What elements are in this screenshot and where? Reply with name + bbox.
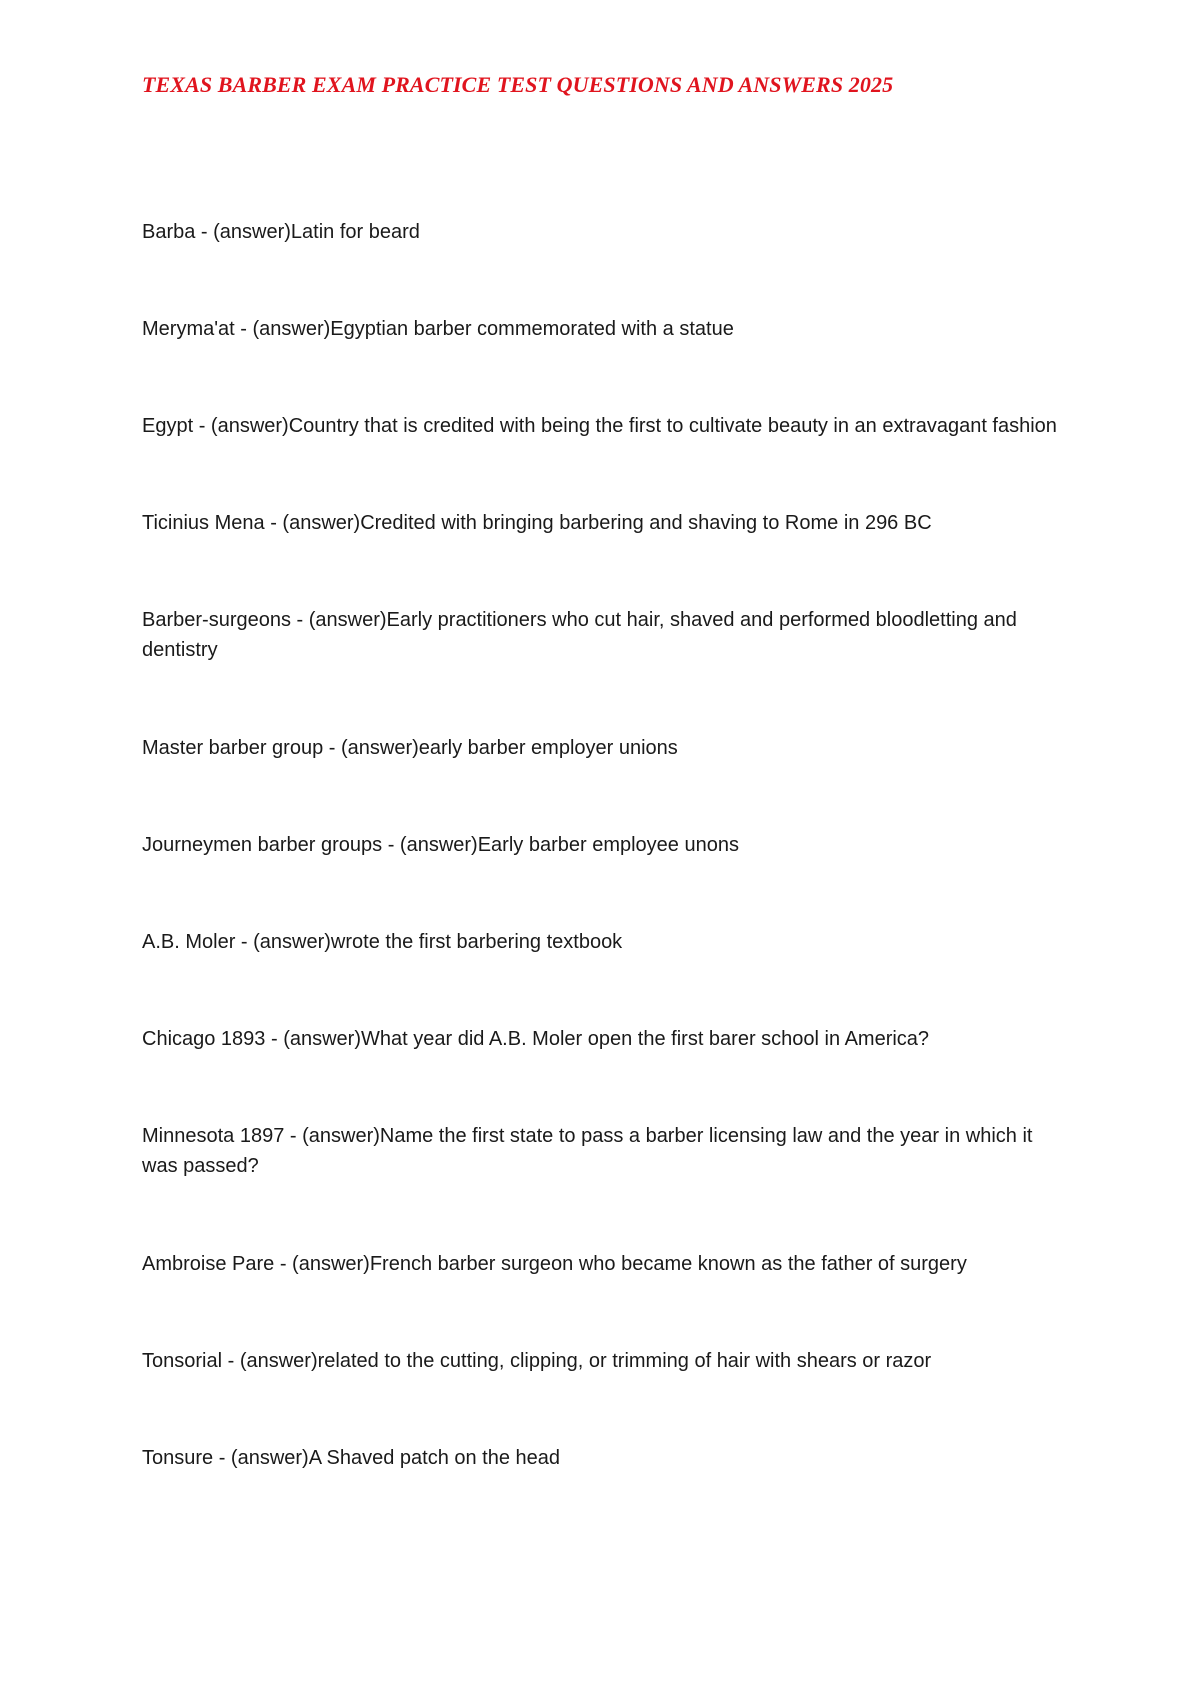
- qa-entry: Egypt - (answer)Country that is credited with being the first to cultivate beauty in an extravagant fashion: [142, 415, 1057, 437]
- qa-entry: Tonsorial - (answer)related to the cutting, clipping, or trimming of hair with shears or razor: [142, 1350, 932, 1372]
- document-title: TEXAS BARBER EXAM PRACTICE TEST QUESTIONS AND ANSWERS 2025: [142, 72, 894, 97]
- qa-entry: Ambroise Pare - (answer)French barber surgeon who became known as the father of surgery: [142, 1253, 967, 1275]
- qa-entry: Barba - (answer)Latin for beard: [142, 221, 420, 243]
- qa-entry: Ticinius Mena - (answer)Credited with bringing barbering and shaving to Rome in 296 BC: [142, 512, 932, 534]
- qa-entry: Chicago 1893 - (answer)What year did A.B. Moler open the first barer school in America?: [142, 1028, 930, 1050]
- qa-entry: Minnesota 1897 - (answer)Name the first state to pass a barber licensing law and the year in which it was passed?: [142, 1125, 1033, 1177]
- qa-entry: Tonsure - (answer)A Shaved patch on the head: [142, 1447, 561, 1469]
- qa-entry: Master barber group - (answer)early barber employer unions: [142, 737, 678, 759]
- qa-entry: Meryma'at - (answer)Egyptian barber commemorated with a statue: [142, 318, 734, 340]
- qa-entry: Barber-surgeons - (answer)Early practitioners who cut hair, shaved and performed bloodletting and dentistry: [142, 609, 1017, 661]
- qa-entry: Journeymen barber groups - (answer)Early barber employee unons: [142, 834, 739, 856]
- qa-entry: A.B. Moler - (answer)wrote the first barbering textbook: [142, 931, 623, 953]
